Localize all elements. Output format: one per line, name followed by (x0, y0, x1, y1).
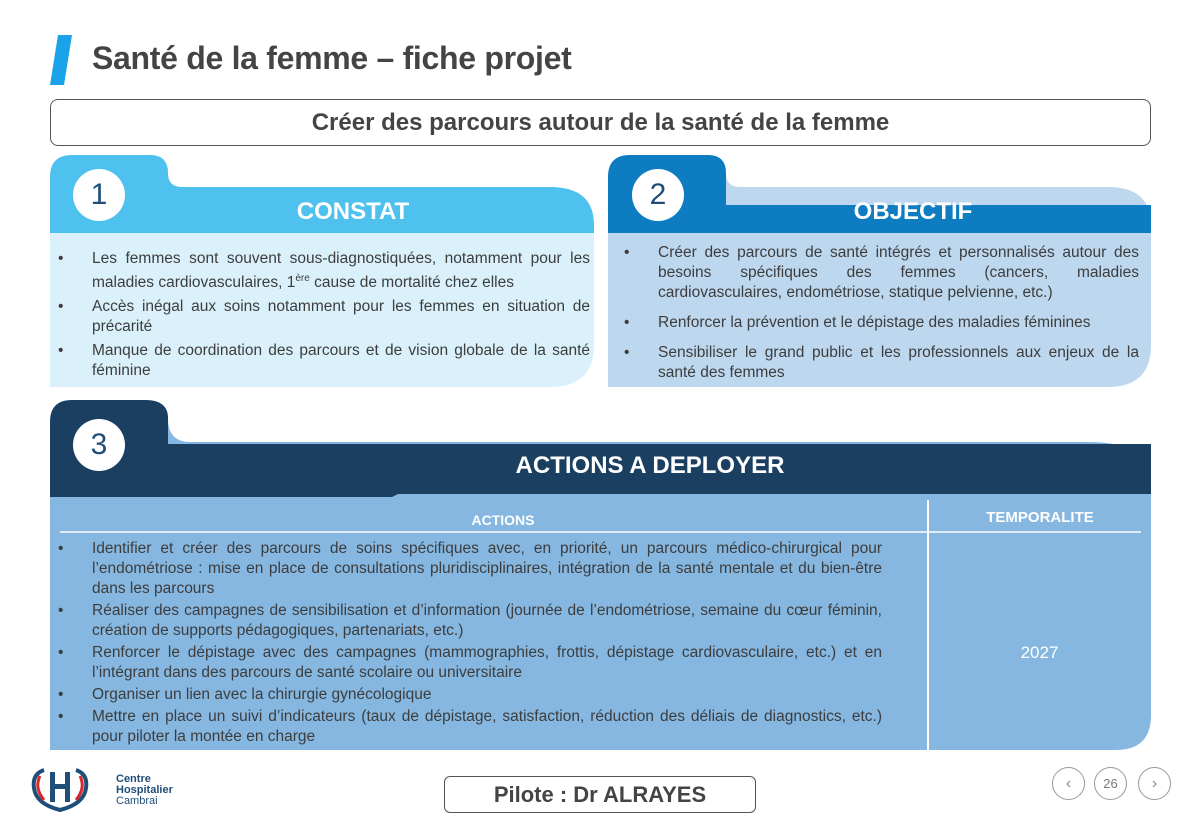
actions-list (50, 539, 882, 747)
constat-list (50, 249, 590, 381)
hospital-logo (30, 764, 173, 812)
objectif-title: OBJECTIF (853, 198, 973, 225)
temporalite-column-header: TEMPORALITE (986, 509, 1094, 526)
page-number: 26 (1094, 767, 1127, 800)
temporalite-value: 2027 (1020, 643, 1059, 662)
constat-item: • Accès inégal aux soins notamment pour les femmes en situation de précarité (50, 297, 590, 337)
logo-line-3: Cambrai (116, 795, 158, 807)
title-accent-slash (50, 35, 72, 85)
step-3-badge: 3 (73, 419, 125, 471)
constat-panel (50, 155, 594, 387)
chevron-right-icon: › (1151, 774, 1158, 792)
pilote-label: Pilote : Dr ALRAYES (444, 776, 756, 813)
page-title: Santé de la femme – fiche projet (92, 40, 572, 76)
objectif-item: • Sensibiliser le grand public et les professionnels aux enjeux de la santé des femmes (616, 343, 1139, 383)
objectif-item: • Renforcer la prévention et le dépistage des maladies féminines (616, 313, 1139, 333)
constat-item: • Les femmes sont souvent sous-diagnostiquées, notamment pour les maladies cardiovasculaires, 1ère cause de mortalité chez elles (50, 249, 590, 293)
objectif-panel (608, 155, 1151, 387)
objectif-list (616, 243, 1139, 383)
action-item: • Réaliser des campagnes de sensibilisation et d’information (journée de l’endométriose, semaine du cœur féminin, création de supports pédagogiques, partenariats, etc.) (50, 601, 882, 641)
constat-item: • Manque de coordination des parcours et de vision globale de la santé féminine (50, 341, 590, 381)
constat-title: CONSTAT (296, 198, 410, 225)
step-2-badge: 2 (632, 169, 684, 221)
actions-column-header: ACTIONS (471, 512, 535, 528)
action-item: • Identifier et créer des parcours de soins spécifiques avec, en priorité, un parcours médico-chirurgical pour l’endométriose : mise en place de consultations pluridisciplinaires, intégration de la santé mentale et du bien-être dans les parcours (50, 539, 882, 599)
next-page-button[interactable] (1138, 767, 1171, 800)
action-item: • Organiser un lien avec la chirurgie gynécologique (50, 685, 882, 705)
objectif-item: • Créer des parcours de santé intégrés et personnalisés autour des besoins spécifiques des femmes (cancers, maladies cardiovasculaires, endométriose, statique pelvienne, etc.) (616, 243, 1139, 303)
step-1-badge: 1 (73, 169, 125, 221)
chevron-left-icon: ‹ (1065, 774, 1072, 792)
actions-panel (50, 400, 1151, 750)
previous-page-button[interactable] (1052, 767, 1085, 800)
project-subtitle: Créer des parcours autour de la santé de la femme (50, 99, 1151, 146)
action-item: • Renforcer le dépistage avec des campagnes (mammographies, frottis, dépistage cardiovasculaire, etc.) et en l’intégrant dans des parcours de santé scolaire ou universitaire (50, 643, 882, 683)
hospital-logo-icon (30, 764, 90, 812)
logo-line-1: Centre (116, 773, 151, 785)
actions-title: ACTIONS A DEPLOYER (515, 452, 785, 479)
logo-line-2: Hospitalier (116, 784, 173, 796)
action-item: • Mettre en place un suivi d’indicateurs (taux de dépistage, satisfaction, réduction des déliais de diagnostics, etc.) pour piloter la montée en charge (50, 707, 882, 747)
